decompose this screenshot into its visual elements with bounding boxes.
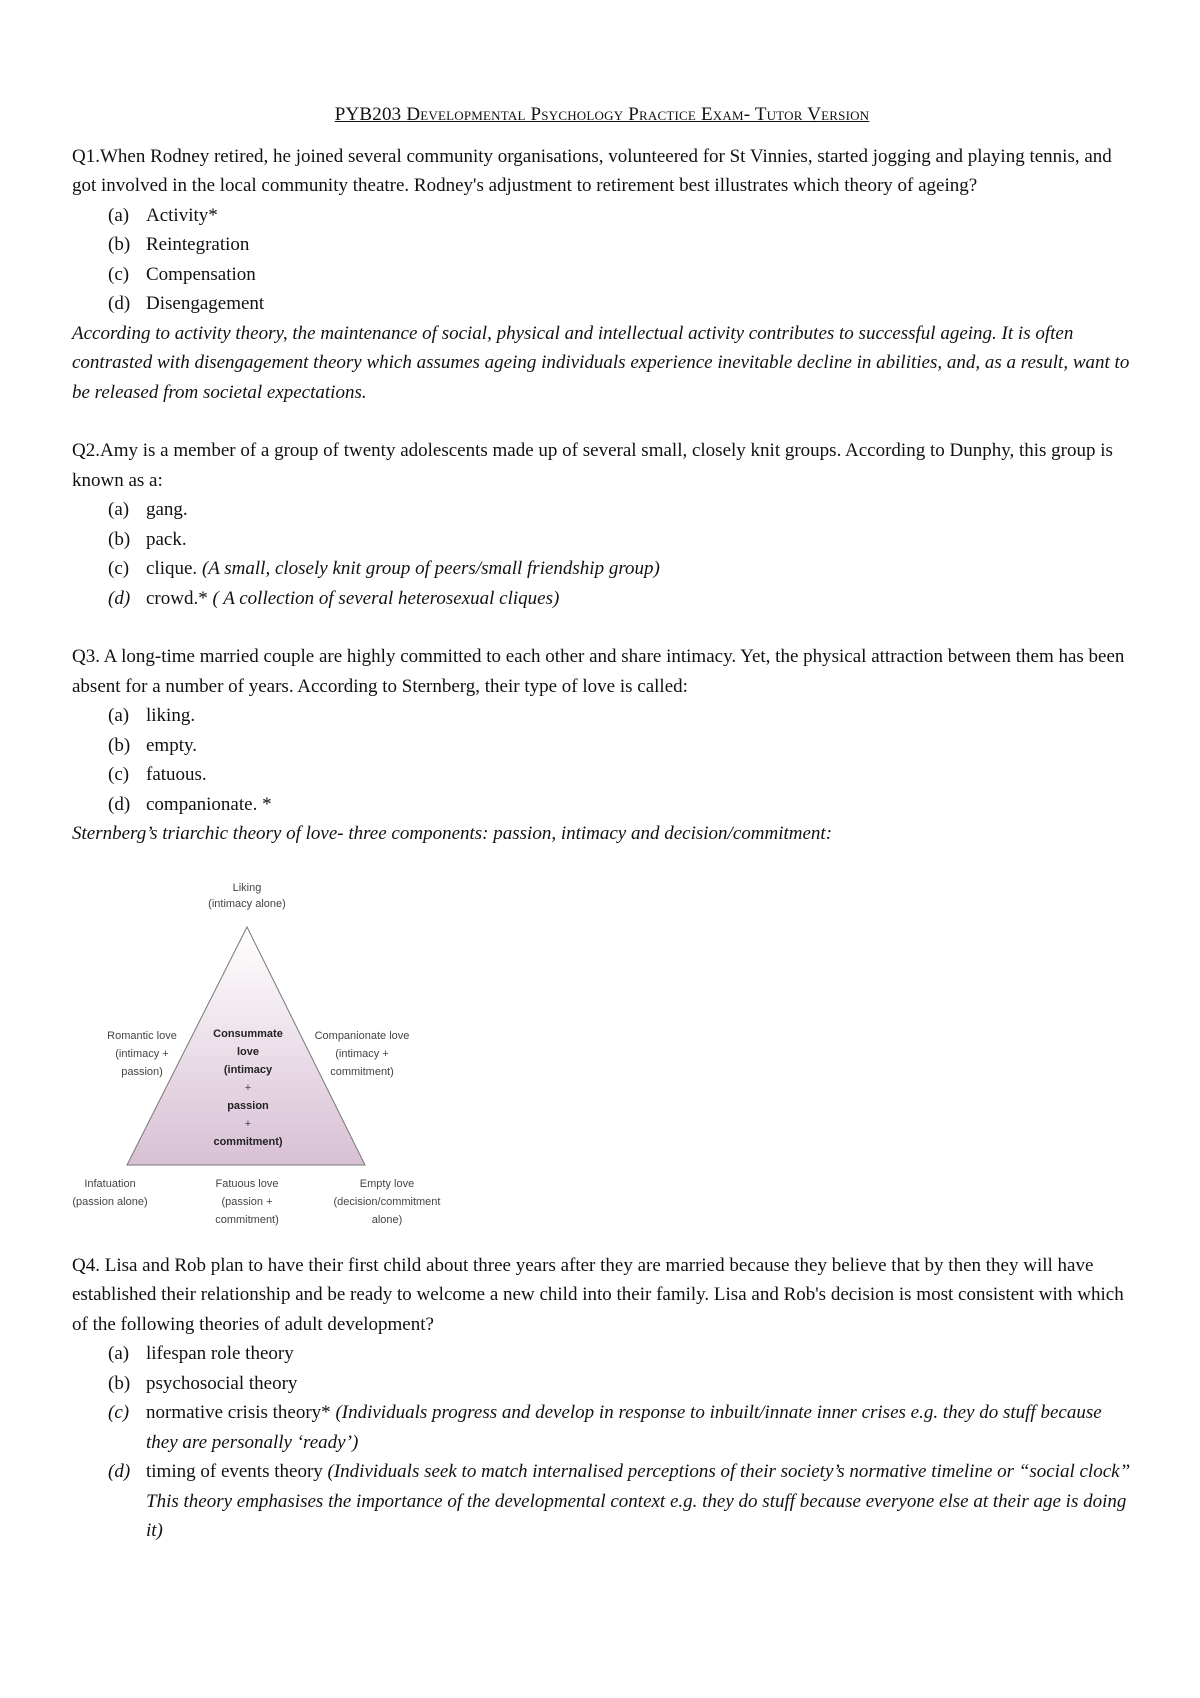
option-text: Disengagement xyxy=(146,293,265,314)
option-a xyxy=(72,201,1132,231)
option-label: (b) xyxy=(108,234,131,255)
bottom-left-label-1: Infatuation xyxy=(84,1177,136,1190)
option-label: (d) xyxy=(108,293,131,314)
question-1 xyxy=(72,142,1132,408)
option-label: (c) xyxy=(108,1402,130,1423)
question-3-options xyxy=(72,701,1132,819)
bottom-mid-label-1: Fatuous love xyxy=(215,1177,279,1190)
option-text: timing of events theory xyxy=(146,1461,323,1482)
question-1-stem: Q1.When Rodney retired, he joined several community organisations, volunteered for St Vinnies, started jogging and playing tennis, and got involved in the local community theatre. Rodney's adjustment to retirement best illustrates which theory of ageing? xyxy=(72,145,1112,196)
center-label-2: love xyxy=(236,1045,260,1058)
option-label: (d) xyxy=(108,793,131,815)
option-note: (Individuals seek to match internalised perceptions of their society’s normative timeline or “social clock” This theory emphasises the importance of the developmental context e.g. they do stuff because everyone else at their age is doing it) xyxy=(146,1461,1131,1541)
option-b xyxy=(72,525,1132,555)
option-label: (d) xyxy=(108,1461,131,1482)
option-text: empty. xyxy=(146,734,198,756)
option-c xyxy=(72,260,1132,290)
center-label-1: Consummate xyxy=(213,1027,283,1040)
option-text: crowd.* xyxy=(146,587,208,609)
option-label: (b) xyxy=(108,528,131,550)
question-1-options xyxy=(72,201,1132,319)
option-d xyxy=(72,289,1132,319)
option-a xyxy=(72,495,1132,525)
center-label-5: passion xyxy=(227,1099,269,1112)
option-label: (a) xyxy=(108,499,130,520)
option-text: Reintegration xyxy=(146,234,250,255)
exam-page xyxy=(72,100,1132,1546)
option-d xyxy=(72,584,1132,614)
option-d xyxy=(72,790,1132,820)
left-label-3: passion) xyxy=(121,1065,163,1078)
option-note: (Individuals progress and develop in response to inbuilt/innate inner crises e.g. they do stuff because they are personally ‘ready’) xyxy=(146,1402,1102,1453)
option-label: (a) xyxy=(108,1343,130,1364)
option-text: Activity* xyxy=(146,204,218,226)
option-text: Compensation xyxy=(146,263,256,285)
bottom-left-label-2: (passion alone) xyxy=(72,1195,148,1208)
question-4-options xyxy=(72,1339,1132,1546)
option-a xyxy=(72,701,1132,731)
option-text: liking. xyxy=(146,705,196,726)
center-label-6: + xyxy=(244,1117,252,1130)
option-b xyxy=(72,1369,1132,1399)
question-3 xyxy=(72,642,1132,1247)
title-course: PYB203 xyxy=(334,104,402,125)
center-label-4: + xyxy=(244,1081,252,1094)
top-label-1: Liking xyxy=(232,881,262,894)
option-c xyxy=(72,1398,1132,1457)
left-label-1: Romantic love xyxy=(107,1029,177,1042)
top-label-2: (intimacy alone) xyxy=(208,897,286,910)
page-title xyxy=(72,100,1132,130)
center-label-7: commitment) xyxy=(213,1135,283,1148)
option-text: gang. xyxy=(146,499,188,520)
option-label: (b) xyxy=(108,1372,131,1394)
question-1-explanation: According to activity theory, the maintenance of social, physical and intellectual activity contributes to successful ageing. It is often contrasted with disengagement theory which assumes ageing individuals experience inevitable decline in abilities, and, as a result, want to be released from societal expectations. xyxy=(72,322,1130,403)
option-b xyxy=(72,731,1132,761)
option-label: (a) xyxy=(108,705,130,726)
title-rest: Developmental Psychology Practice Exam- Tutor Version xyxy=(406,104,870,125)
bottom-mid-label-3: commitment) xyxy=(215,1213,279,1226)
option-label: (c) xyxy=(108,263,130,285)
option-text: companionate. * xyxy=(146,793,272,815)
option-label: (c) xyxy=(108,558,130,579)
right-label-2: (intimacy + xyxy=(335,1047,389,1060)
option-text: psychosocial theory xyxy=(146,1372,298,1394)
question-3-explanation: Sternberg’s triarchic theory of love- three components: passion, intimacy and decision/commitment: xyxy=(72,823,833,844)
option-text: normative crisis theory* xyxy=(146,1402,331,1423)
question-2-stem: Q2.Amy is a member of a group of twenty adolescents made up of several small, closely knit groups. According to Dunphy, this group is known as a: xyxy=(72,440,1113,491)
option-text: pack. xyxy=(146,528,187,550)
option-c xyxy=(72,760,1132,790)
option-label: (c) xyxy=(108,764,130,785)
option-b xyxy=(72,230,1132,260)
left-label-2: (intimacy + xyxy=(115,1047,169,1060)
option-label: (d) xyxy=(108,587,131,609)
love-triangle-diagram xyxy=(72,867,452,1247)
bottom-mid-label-2: (passion + xyxy=(221,1195,273,1208)
bottom-right-label-1: Empty love xyxy=(359,1177,415,1190)
center-label-3: (intimacy xyxy=(223,1063,273,1076)
right-label-3: commitment) xyxy=(330,1065,394,1078)
option-text: lifespan role theory xyxy=(146,1343,294,1364)
right-label-1: Companionate love xyxy=(314,1029,410,1042)
option-a xyxy=(72,1339,1132,1369)
question-3-stem: Q3. A long-time married couple are highly committed to each other and share intimacy. Yet, the physical attraction between them has been absent for a number of years. According to Sternberg, their type of love is called: xyxy=(72,646,1125,697)
option-c xyxy=(72,554,1132,584)
option-label: (b) xyxy=(108,734,131,756)
option-text: fatuous. xyxy=(146,764,207,785)
option-d xyxy=(72,1457,1132,1546)
bottom-right-label-2: (decision/commitment xyxy=(333,1195,441,1208)
question-4-stem: Q4. Lisa and Rob plan to have their first child about three years after they are married because they believe that by then they will have established their relationship and be ready to welcome a new child into their family. Lisa and Rob's decision is most consistent with which of the following theories of adult development? xyxy=(72,1254,1124,1335)
option-note: ( A collection of several heterosexual cliques) xyxy=(212,587,560,609)
question-4 xyxy=(72,1251,1132,1546)
option-text: clique. xyxy=(146,558,198,579)
option-note: (A small, closely knit group of peers/small friendship group) xyxy=(201,558,660,579)
bottom-right-label-3: alone) xyxy=(371,1213,403,1226)
question-2-options xyxy=(72,495,1132,613)
option-label: (a) xyxy=(108,204,130,226)
love-triangle-figure xyxy=(72,867,452,1247)
question-2 xyxy=(72,436,1132,613)
